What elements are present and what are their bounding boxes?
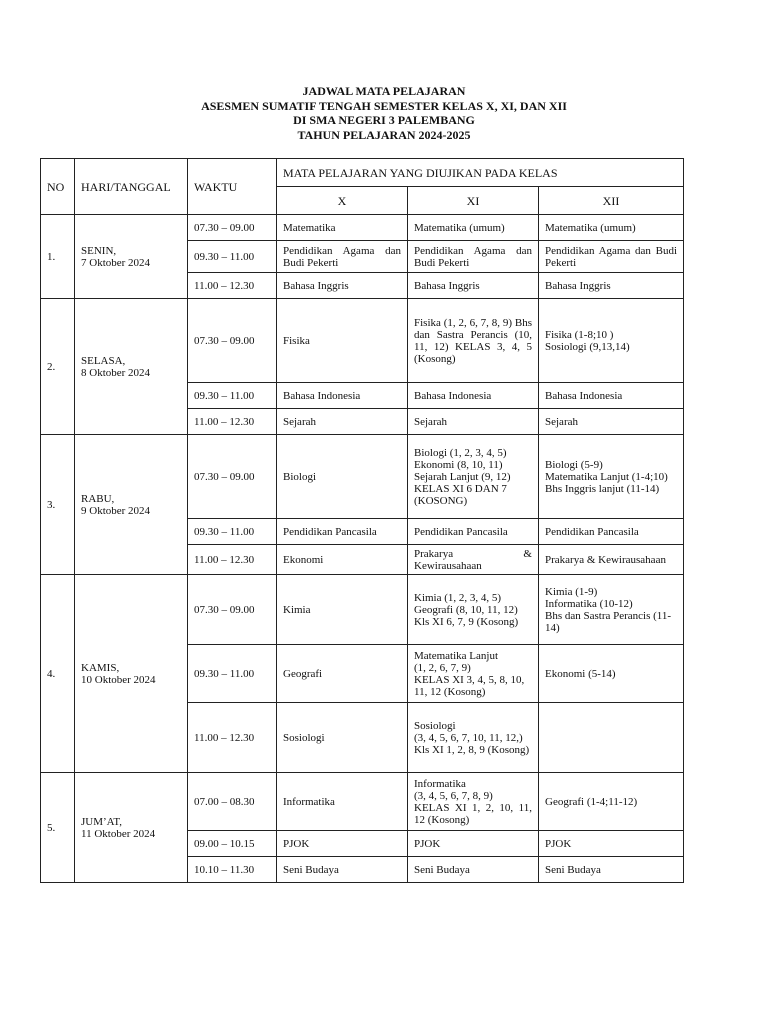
subject-x: Pendidikan Pancasila xyxy=(277,519,408,545)
subject-xi: Bahasa Indonesia xyxy=(408,383,539,409)
subject-xii: Biologi (5-9) Matematika Lanjut (1-4;10) Bhs Inggris lanjut (11-14) xyxy=(539,435,684,519)
subject-xi: Seni Budaya xyxy=(408,857,539,883)
time-cell: 07.00 – 08.30 xyxy=(188,773,277,831)
header-no: NO xyxy=(41,159,75,215)
subject-x: Seni Budaya xyxy=(277,857,408,883)
time-cell: 07.30 – 09.00 xyxy=(188,575,277,645)
subject-xii: Kimia (1-9) Informatika (10-12) Bhs dan Sastra Perancis (11-14) xyxy=(539,575,684,645)
time-cell: 11.00 – 12.30 xyxy=(188,703,277,773)
day-number: 4. xyxy=(41,575,75,773)
time-cell: 09.30 – 11.00 xyxy=(188,519,277,545)
subject-x: Ekonomi xyxy=(277,545,408,575)
table-row xyxy=(41,215,684,241)
day-name: SENIN, xyxy=(81,244,117,257)
subject-xii: Pendidikan Pancasila xyxy=(539,519,684,545)
day-date-cell xyxy=(75,575,188,773)
time-cell: 11.00 – 12.30 xyxy=(188,545,277,575)
day-date: 10 Oktober 2024 xyxy=(81,673,156,686)
table-header-row xyxy=(41,159,684,187)
subject-x: Sejarah xyxy=(277,409,408,435)
subject-xii: Fisika (1-8;10 ) Sosiologi (9,13,14) xyxy=(539,299,684,383)
header-class-xi: XI xyxy=(408,187,539,215)
subject-xii: Bahasa Inggris xyxy=(539,273,684,299)
day-date: 7 Oktober 2024 xyxy=(81,256,151,269)
subject-xii: Matematika (umum) xyxy=(539,215,684,241)
table-row xyxy=(41,575,684,645)
subject-xii: Geografi (1-4;11-12) xyxy=(539,773,684,831)
day-name: JUM’AT, xyxy=(81,815,123,828)
subject-x: Informatika xyxy=(277,773,408,831)
subject-x: Pendidikan Agama dan Budi Pekerti xyxy=(277,241,408,273)
subject-xii: PJOK xyxy=(539,831,684,857)
subject-x: Bahasa Indonesia xyxy=(277,383,408,409)
subject-xii: Ekonomi (5-14) xyxy=(539,645,684,703)
subject-xi: Fisika (1, 2, 6, 7, 8, 9) Bhs dan Sastra Perancis (10, 11, 12) KELAS 3, 4, 5 (Kosong) xyxy=(408,299,539,383)
subject-x: Biologi xyxy=(277,435,408,519)
day-number: 3. xyxy=(41,435,75,575)
day-date-cell xyxy=(75,773,188,883)
day-date-cell xyxy=(75,215,188,299)
document-title xyxy=(0,84,768,142)
day-date-cell xyxy=(75,299,188,435)
subject-x: Sosiologi xyxy=(277,703,408,773)
subject-xi: Kimia (1, 2, 3, 4, 5) Geografi (8, 10, 11, 12) Kls XI 6, 7, 9 (Kosong) xyxy=(408,575,539,645)
day-date-cell xyxy=(75,435,188,575)
subject-xi: Bahasa Inggris xyxy=(408,273,539,299)
time-cell: 07.30 – 09.00 xyxy=(188,215,277,241)
header-time: WAKTU xyxy=(188,159,277,215)
time-cell: 07.30 – 09.00 xyxy=(188,435,277,519)
subject-x: Bahasa Inggris xyxy=(277,273,408,299)
header-day-date: HARI/TANGGAL xyxy=(75,159,188,215)
schedule-table xyxy=(40,158,684,883)
subject-x: Fisika xyxy=(277,299,408,383)
subject-xii xyxy=(539,703,684,773)
day-name: RABU, xyxy=(81,492,115,505)
subject-xi: Pendidikan Agama dan Budi Pekerti xyxy=(408,241,539,273)
day-number: 1. xyxy=(41,215,75,299)
subject-xii: Sejarah xyxy=(539,409,684,435)
table-row xyxy=(41,773,684,831)
time-cell: 09.30 – 11.00 xyxy=(188,645,277,703)
subject-x: Kimia xyxy=(277,575,408,645)
subject-x: PJOK xyxy=(277,831,408,857)
day-date: 9 Oktober 2024 xyxy=(81,504,151,517)
time-cell: 09.30 – 11.00 xyxy=(188,383,277,409)
title-line-3: DI SMA NEGERI 3 PALEMBANG xyxy=(293,113,475,127)
time-cell: 11.00 – 12.30 xyxy=(188,273,277,299)
subject-xi: Sejarah xyxy=(408,409,539,435)
subject-xi: PJOK xyxy=(408,831,539,857)
subject-xii: Prakarya & Kewirausahaan xyxy=(539,545,684,575)
day-number: 5. xyxy=(41,773,75,883)
subject-x: Geografi xyxy=(277,645,408,703)
title-line-2: ASESMEN SUMATIF TENGAH SEMESTER KELAS X, XI, DAN XII xyxy=(201,98,567,113)
subject-xi: Biologi (1, 2, 3, 4, 5) Ekonomi (8, 10, 11) Sejarah Lanjut (9, 12) KELAS XI 6 DAN 7 (KOSONG) xyxy=(408,435,539,519)
time-cell: 09.00 – 10.15 xyxy=(188,831,277,857)
day-date: 11 Oktober 2024 xyxy=(81,827,156,840)
time-cell: 07.30 – 09.00 xyxy=(188,299,277,383)
day-name: SELASA, xyxy=(81,354,126,367)
subject-xii: Seni Budaya xyxy=(539,857,684,883)
day-date: 8 Oktober 2024 xyxy=(81,366,151,379)
time-cell: 10.10 – 11.30 xyxy=(188,857,277,883)
subject-xii: Bahasa Indonesia xyxy=(539,383,684,409)
subject-xi: Matematika (umum) xyxy=(408,215,539,241)
day-name: KAMIS, xyxy=(81,661,120,674)
subject-xii: Pendidikan Agama dan Budi Pekerti xyxy=(539,241,684,273)
subject-xi: Matematika Lanjut (1, 2, 6, 7, 9) KELAS XI 3, 4, 5, 8, 10, 11, 12 (Kosong) xyxy=(408,645,539,703)
table-row xyxy=(41,299,684,383)
subject-x: Matematika xyxy=(277,215,408,241)
time-cell: 11.00 – 12.30 xyxy=(188,409,277,435)
header-class-x: X xyxy=(277,187,408,215)
header-subjects: MATA PELAJARAN YANG DIUJIKAN PADA KELAS xyxy=(277,159,684,187)
time-cell: 09.30 – 11.00 xyxy=(188,241,277,273)
header-class-xii: XII xyxy=(539,187,684,215)
subject-xi: Prakarya & Kewirausahaan xyxy=(408,545,539,575)
day-number: 2. xyxy=(41,299,75,435)
subject-xi: Informatika (3, 4, 5, 6, 7, 8, 9) KELAS XI 1, 2, 10, 11, 12 (Kosong) xyxy=(408,773,539,831)
title-line-1: JADWAL MATA PELAJARAN xyxy=(302,84,466,98)
subject-xi: Sosiologi (3, 4, 5, 6, 7, 10, 11, 12,) Kls XI 1, 2, 8, 9 (Kosong) xyxy=(408,703,539,773)
subject-xi: Pendidikan Pancasila xyxy=(408,519,539,545)
table-row xyxy=(41,435,684,519)
title-line-4: TAHUN PELAJARAN 2024-2025 xyxy=(297,127,471,142)
